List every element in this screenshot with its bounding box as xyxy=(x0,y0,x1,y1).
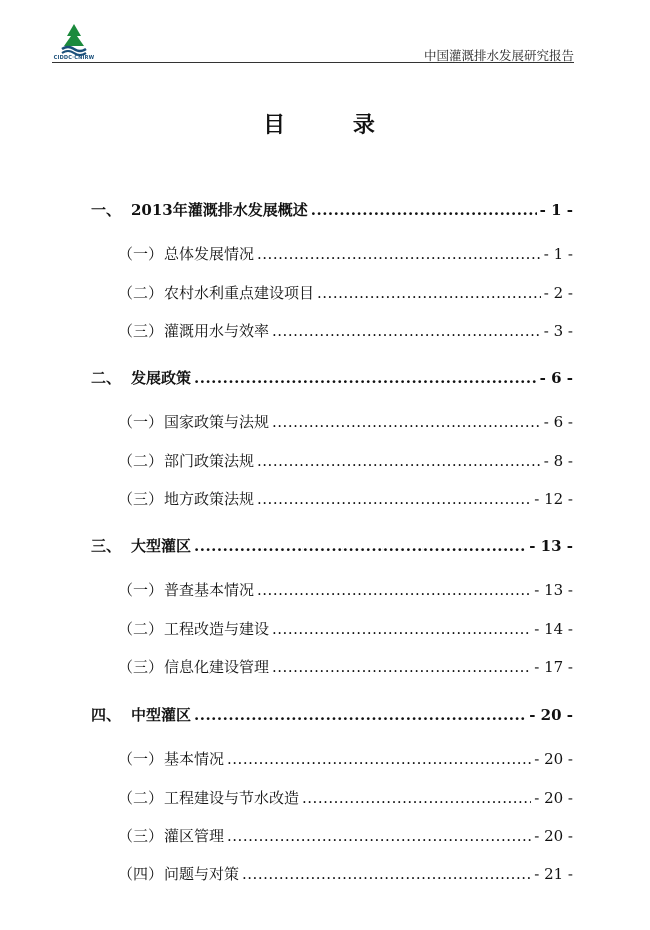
header-divider xyxy=(52,62,574,63)
toc-page-number: - 20 - xyxy=(534,750,573,768)
toc-page-number: - 17 - xyxy=(534,658,573,676)
toc-entry-section[interactable] xyxy=(118,786,573,810)
toc-label: 基本情况 xyxy=(164,750,225,768)
toc-number: （三） xyxy=(118,490,164,508)
toc-leader-dots xyxy=(272,655,531,679)
toc-number: （二） xyxy=(118,789,164,807)
toc-number: （三） xyxy=(118,322,164,340)
logo-text: CIDDC·CNIRW xyxy=(53,55,95,61)
toc-label: 灌区管理 xyxy=(164,827,225,845)
page-title: 目 录 xyxy=(263,113,405,138)
toc-leader-dots xyxy=(311,198,537,222)
toc-leader-dots xyxy=(194,703,526,727)
toc-page-number: - 8 - xyxy=(543,452,573,470)
toc-page-number: - 6 - xyxy=(543,413,573,431)
toc-entry-section[interactable] xyxy=(118,578,573,602)
toc-number: （一） xyxy=(118,413,164,431)
toc-label: 部门政策法规 xyxy=(164,452,255,470)
report-title: 中国灌溉排水发展研究报告 xyxy=(423,48,574,63)
toc-label: 2013年灌溉排水发展概述 xyxy=(131,201,308,219)
toc-entry-chapter[interactable] xyxy=(91,703,573,727)
toc-leader-dots xyxy=(227,747,531,771)
toc-leader-dots xyxy=(242,862,531,886)
toc-entry-section[interactable] xyxy=(118,617,573,641)
toc-page-number: - 12 - xyxy=(534,490,573,508)
toc-number: （三） xyxy=(118,658,164,676)
toc-entry-section[interactable] xyxy=(118,862,573,886)
page-header xyxy=(52,22,574,64)
toc-label: 普查基本情况 xyxy=(164,581,255,599)
toc-leader-dots xyxy=(257,578,531,602)
toc-number: 二、 xyxy=(91,369,122,387)
toc-entry-chapter[interactable] xyxy=(91,534,573,558)
toc-label: 总体发展情况 xyxy=(164,245,255,263)
toc-entry-section[interactable] xyxy=(118,824,573,848)
toc-label: 灌溉用水与效率 xyxy=(164,322,270,340)
toc-label: 工程建设与节水改造 xyxy=(164,789,300,807)
toc-page-number: - 1 - xyxy=(539,201,573,219)
toc-label: 发展政策 xyxy=(131,369,192,387)
toc-leader-dots xyxy=(194,534,526,558)
toc-entry-chapter[interactable] xyxy=(91,198,573,222)
toc-number: （四） xyxy=(118,865,164,883)
toc-leader-dots xyxy=(257,487,531,511)
toc-number: （三） xyxy=(118,827,164,845)
toc-number: 三、 xyxy=(91,537,122,555)
toc-entry-section[interactable] xyxy=(118,410,573,434)
toc-label: 农村水利重点建设项目 xyxy=(164,284,315,302)
toc-leader-dots xyxy=(272,319,541,343)
toc-leader-dots xyxy=(317,281,541,305)
toc-page-number: - 21 - xyxy=(534,865,573,883)
toc-leader-dots xyxy=(272,617,531,641)
toc-entry-section[interactable] xyxy=(118,487,573,511)
toc-label: 地方政策法规 xyxy=(164,490,255,508)
toc-number: （二） xyxy=(118,620,164,638)
toc-number: （一） xyxy=(118,750,164,768)
toc-page-number: - 2 - xyxy=(543,284,573,302)
toc-leader-dots xyxy=(257,242,541,266)
toc-page-number: - 3 - xyxy=(543,322,573,340)
toc-leader-dots xyxy=(302,786,531,810)
toc-label: 工程改造与建设 xyxy=(164,620,270,638)
toc-page-number: - 20 - xyxy=(529,706,573,724)
toc-label: 中型灌区 xyxy=(131,706,192,724)
toc-entry-section[interactable] xyxy=(118,747,573,771)
toc-number: （一） xyxy=(118,581,164,599)
toc-leader-dots xyxy=(272,410,541,434)
toc-entry-section[interactable] xyxy=(118,281,573,305)
toc-leader-dots xyxy=(257,449,541,473)
toc-page-number: - 13 - xyxy=(529,537,573,555)
toc-number: 一、 xyxy=(91,201,122,219)
toc-number: （一） xyxy=(118,245,164,263)
toc-number: （二） xyxy=(118,452,164,470)
toc-number: （二） xyxy=(118,284,164,302)
toc-page-number: - 13 - xyxy=(534,581,573,599)
toc-page-number: - 1 - xyxy=(543,245,573,263)
toc-label: 国家政策与法规 xyxy=(164,413,270,431)
toc-entry-section[interactable] xyxy=(118,655,573,679)
toc-label: 问题与对策 xyxy=(164,865,240,883)
toc-label: 信息化建设管理 xyxy=(164,658,270,676)
toc-label: 大型灌区 xyxy=(131,537,192,555)
toc-page-number: - 20 - xyxy=(534,827,573,845)
toc-page-number: - 14 - xyxy=(534,620,573,638)
toc-number: 四、 xyxy=(91,706,122,724)
toc-entry-section[interactable] xyxy=(118,242,573,266)
toc-entry-section[interactable] xyxy=(118,449,573,473)
toc-page-number: - 20 - xyxy=(534,789,573,807)
toc-entry-section[interactable] xyxy=(118,319,573,343)
toc-leader-dots xyxy=(227,824,531,848)
toc-leader-dots xyxy=(194,366,537,390)
toc-page-number: - 6 - xyxy=(539,369,573,387)
toc-entry-chapter[interactable] xyxy=(91,366,573,390)
